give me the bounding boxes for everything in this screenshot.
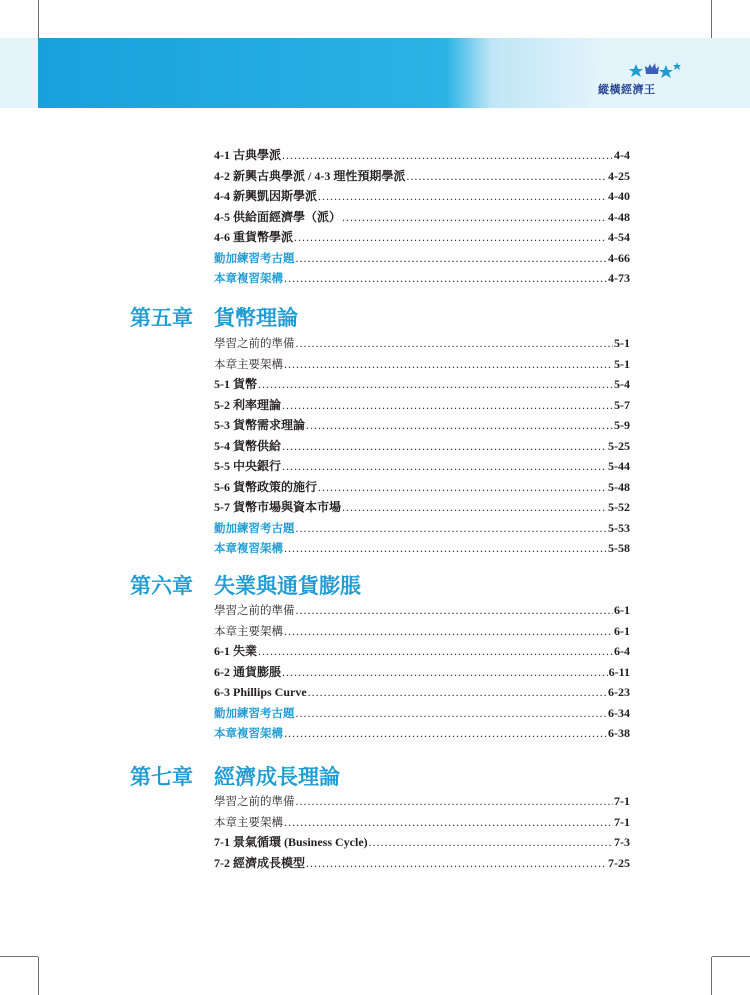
toc-entry-page: 6-4 — [614, 644, 630, 658]
toc-entry[interactable] — [214, 662, 630, 683]
dot-leader — [296, 791, 614, 812]
crop-mark-br-v — [711, 957, 712, 995]
toc-entry[interactable] — [214, 621, 630, 642]
dot-leader — [284, 354, 613, 375]
toc-entry-page: 6-34 — [608, 705, 630, 720]
toc-entry-page: 5-1 — [614, 356, 630, 371]
chapter-number: 第五章 — [130, 306, 193, 330]
toc-entry[interactable] — [214, 456, 630, 477]
dot-leader — [406, 166, 607, 187]
toc-entry-title: 本章複習架構 — [214, 726, 283, 740]
toc-entry-page: 4-66 — [608, 250, 630, 265]
dot-leader — [296, 703, 608, 724]
toc-entry-page: 5-4 — [614, 377, 630, 391]
toc-entry[interactable] — [214, 518, 630, 539]
dot-leader — [306, 415, 613, 436]
dot-leader — [284, 723, 607, 744]
crop-mark-tl-v — [38, 0, 39, 38]
toc-entry-title: 4-4 新興凱因斯學派 — [214, 189, 317, 203]
toc-entry[interactable] — [214, 395, 630, 416]
toc-entry[interactable] — [214, 497, 630, 518]
toc-entry-title: 4-6 重貨幣學派 — [214, 230, 293, 244]
toc-entry[interactable] — [214, 791, 630, 812]
toc-entry[interactable] — [214, 227, 630, 248]
chapter-heading-5 — [130, 302, 298, 332]
toc-entry-page: 5-52 — [608, 500, 630, 514]
toc-entry-page: 4-25 — [608, 168, 630, 183]
toc-entry[interactable] — [214, 477, 630, 498]
toc-entry-title: 4-5 供給面經濟學（派） — [214, 209, 341, 224]
toc-entry-page: 5-48 — [608, 479, 630, 494]
toc-entry-page: 6-38 — [608, 726, 630, 740]
toc-entry-title: 學習之前的準備 — [214, 336, 295, 350]
chapter-title: 貨幣理論 — [214, 306, 298, 330]
chapter-title: 失業與通貨膨脹 — [214, 574, 361, 598]
toc-entry[interactable] — [214, 600, 630, 621]
toc-entry-title: 學習之前的準備 — [214, 603, 295, 617]
toc-entry-page: 4-73 — [608, 271, 630, 285]
toc-entry-page: 4-48 — [608, 209, 630, 224]
toc-chapter-6 — [214, 600, 630, 744]
toc-entry-title: 5-2 利率理論 — [214, 397, 281, 412]
dot-leader — [318, 186, 607, 207]
dot-leader — [342, 207, 607, 228]
dot-leader — [342, 497, 607, 518]
toc-entry-title: 本章複習架構 — [214, 541, 283, 555]
dot-leader — [282, 436, 607, 457]
dot-leader — [306, 853, 607, 874]
crop-mark-bl-v — [38, 957, 39, 995]
dot-leader — [282, 456, 607, 477]
dot-leader — [294, 227, 607, 248]
toc-entry[interactable] — [214, 723, 630, 744]
toc-entry-page: 5-25 — [608, 438, 630, 453]
toc-entry-page: 7-1 — [614, 814, 630, 829]
toc-entry-page: 6-23 — [608, 685, 630, 699]
chapter-heading-6 — [130, 570, 361, 600]
crop-mark-bl-h — [0, 956, 38, 957]
toc-entry-title: 勤加練習考古題 — [214, 520, 295, 535]
toc-entry[interactable] — [214, 268, 630, 289]
dot-leader — [282, 145, 613, 166]
toc-entry-page: 6-11 — [608, 664, 630, 679]
dot-leader — [296, 600, 614, 621]
toc-entry-page: 5-1 — [614, 336, 630, 350]
toc-entry-title: 5-6 貨幣政策的施行 — [214, 479, 317, 494]
toc-entry-page: 5-58 — [608, 541, 630, 555]
toc-entry[interactable] — [214, 248, 630, 269]
dot-leader — [282, 662, 608, 683]
toc-chapter-4-continued — [214, 145, 630, 289]
dot-leader — [284, 812, 613, 833]
toc-entry-page: 5-53 — [608, 520, 630, 535]
dot-leader — [296, 333, 614, 354]
toc-entry-title: 6-1 失業 — [214, 644, 257, 658]
toc-entry[interactable] — [214, 703, 630, 724]
toc-entry-page: 6-1 — [614, 623, 630, 638]
toc-entry-title: 4-1 古典學派 — [214, 148, 281, 162]
toc-entry[interactable] — [214, 641, 630, 662]
toc-chapter-5 — [214, 333, 630, 559]
crop-mark-br-h — [712, 956, 750, 957]
dot-leader — [258, 641, 613, 662]
toc-entry-title: 5-1 貨幣 — [214, 377, 257, 391]
toc-entry-page: 4-4 — [614, 148, 630, 162]
toc-entry-page: 4-40 — [608, 189, 630, 203]
toc-entry-title: 5-4 貨幣供給 — [214, 438, 281, 453]
dot-leader — [284, 538, 607, 559]
toc-entry[interactable] — [214, 333, 630, 354]
toc-entry-page: 6-1 — [614, 603, 630, 617]
toc-entry[interactable] — [214, 415, 630, 436]
toc-entry-title: 7-1 景氣循環 (Business Cycle) — [214, 835, 368, 849]
toc-entry[interactable] — [214, 853, 630, 874]
toc-entry-page: 7-1 — [614, 794, 630, 808]
toc-entry[interactable] — [214, 186, 630, 207]
toc-entry-title: 本章主要架構 — [214, 623, 283, 638]
toc-entry-title: 6-3 Phillips Curve — [214, 685, 307, 699]
toc-entry-page: 5-44 — [608, 459, 630, 473]
toc-entry-title: 6-2 通貨膨脹 — [214, 664, 281, 679]
toc-entry-page: 5-7 — [614, 397, 630, 412]
toc-entry-page: 5-9 — [614, 418, 630, 432]
toc-entry[interactable] — [214, 682, 630, 703]
toc-entry-title: 4-2 新興古典學派 / 4-3 理性預期學派 — [214, 168, 406, 183]
toc-entry-title: 5-3 貨幣需求理論 — [214, 418, 305, 432]
dot-leader — [318, 477, 607, 498]
dot-leader — [282, 395, 613, 416]
toc-entry-title: 本章主要架構 — [214, 814, 283, 829]
toc-entry[interactable] — [214, 166, 630, 187]
toc-entry[interactable] — [214, 538, 630, 559]
toc-entry-page: 7-25 — [608, 855, 630, 870]
toc-entry[interactable] — [214, 145, 630, 166]
toc-entry-title: 5-5 中央銀行 — [214, 459, 281, 473]
dot-leader — [369, 832, 613, 853]
dot-leader — [284, 621, 613, 642]
toc-entry-page: 4-54 — [608, 230, 630, 244]
crop-mark-tr-v — [711, 0, 712, 38]
chapter-number: 第七章 — [130, 765, 193, 789]
dot-leader — [284, 268, 607, 289]
toc-entry-title: 學習之前的準備 — [214, 794, 295, 808]
toc-entry[interactable] — [214, 207, 630, 228]
toc-entry[interactable] — [214, 436, 630, 457]
toc-entry-title: 7-2 經濟成長模型 — [214, 855, 305, 870]
dot-leader — [296, 518, 608, 539]
toc-chapter-7 — [214, 791, 630, 873]
toc-entry[interactable] — [214, 354, 630, 375]
toc-entry-title: 勤加練習考古題 — [214, 705, 295, 720]
dot-leader — [258, 374, 613, 395]
chapter-number: 第六章 — [130, 574, 193, 598]
toc-entry-title: 勤加練習考古題 — [214, 250, 295, 265]
dot-leader — [308, 682, 607, 703]
toc-entry[interactable] — [214, 832, 630, 853]
toc-entry-title: 本章主要架構 — [214, 356, 283, 371]
toc-entry-title: 5-7 貨幣市場與資本市場 — [214, 500, 341, 514]
chapter-heading-7 — [130, 761, 340, 791]
dot-leader — [296, 248, 608, 269]
toc-entry[interactable] — [214, 374, 630, 395]
chapter-title: 經濟成長理論 — [214, 765, 340, 789]
toc-entry-page: 7-3 — [614, 835, 630, 849]
toc-entry[interactable] — [214, 812, 630, 833]
toc-entry-title: 本章複習架構 — [214, 271, 283, 285]
brand-title: 縱橫經濟王 — [598, 83, 656, 96]
